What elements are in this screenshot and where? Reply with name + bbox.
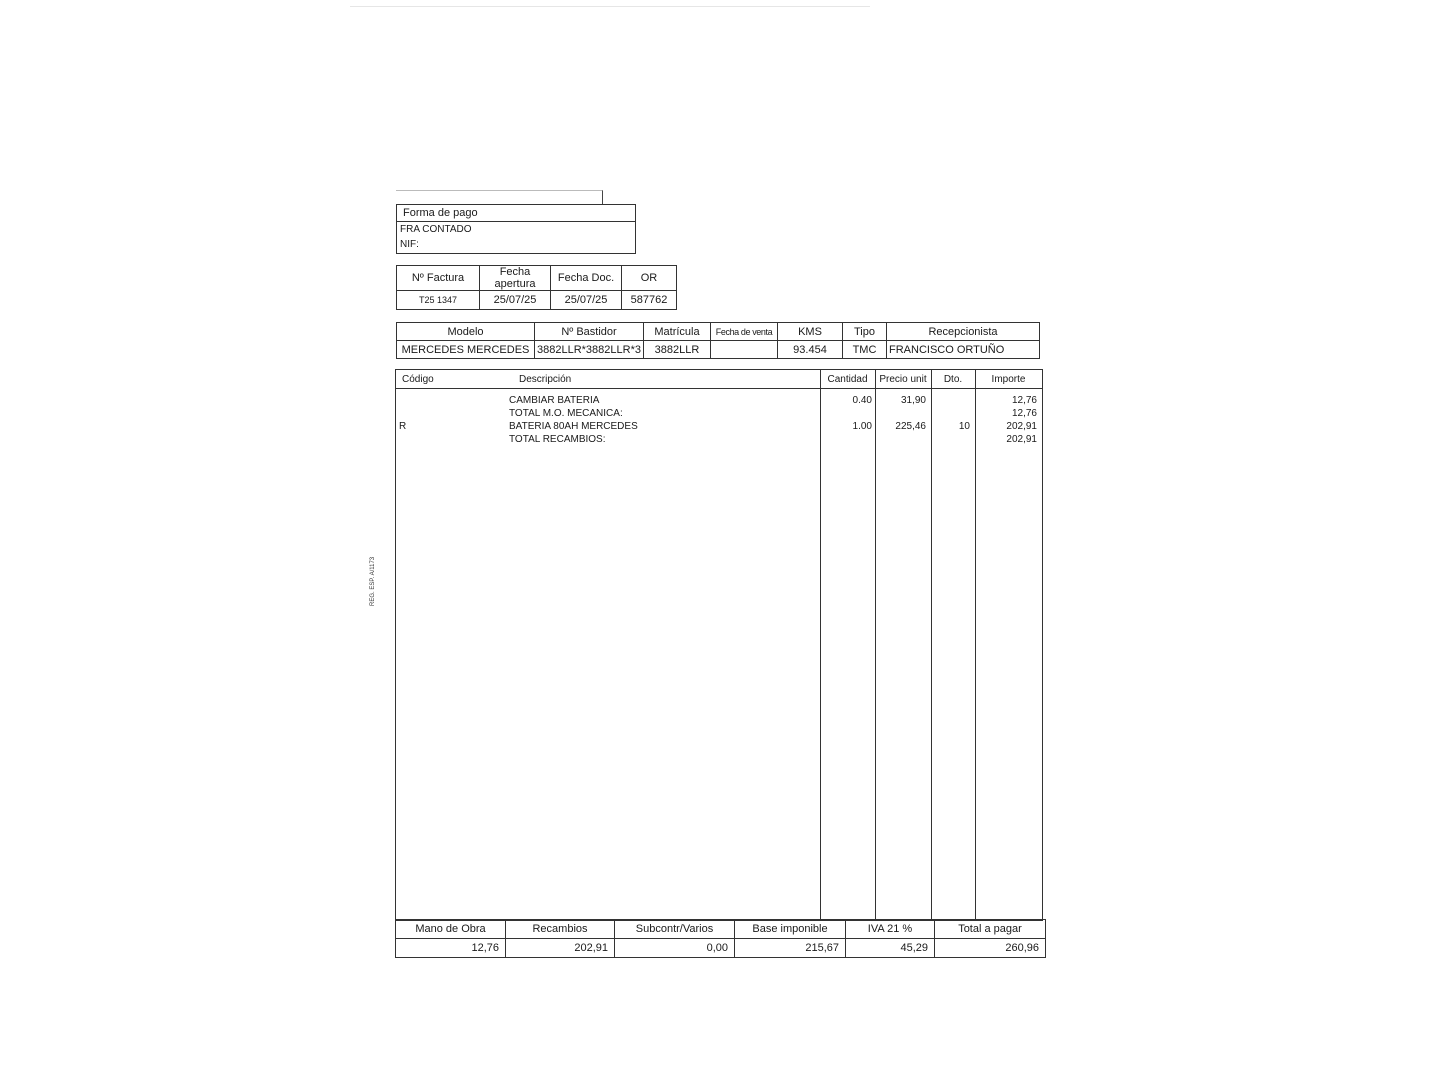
model-header: Modelo [397,323,535,341]
item-description: TOTAL M.O. MECANICA: [509,408,623,419]
payment-header: Forma de pago [397,205,635,222]
type-value: TMC [843,341,887,359]
col-divider [975,370,976,920]
parts-value: 202,91 [506,939,615,958]
item-discount: 10 [958,421,970,432]
top-scan-edge [350,6,870,7]
labor-header: Mano de Obra [396,920,506,939]
item-description: CAMBIAR BATERIA [509,395,600,406]
registry-side-text [360,552,380,612]
tax-base-value: 215,67 [735,939,846,958]
amount-header: Importe [991,374,1026,385]
item-unit-price: 225,46 [895,421,926,432]
col-divider [820,370,821,920]
item-amount: 12,76 [1011,408,1037,419]
parts-header: Recambios [506,920,615,939]
quantity-header: Cantidad [827,374,868,385]
subcontract-header: Subcontr/Varios [615,920,735,939]
code-header: Código [402,374,434,385]
or-header: OR [622,266,677,291]
kms-header: KMS [778,323,843,341]
totals-table [395,919,1046,958]
plate-header: Matrícula [644,323,711,341]
labor-value: 12,76 [396,939,506,958]
chassis-value: 3882LLR*3882LLR*3 [535,341,644,359]
plate-value: 3882LLR [644,341,711,359]
clipped-header-box [396,190,603,205]
invoice-number-header: Nº Factura [397,266,480,291]
table-row [396,433,1042,446]
total-value: 260,96 [935,939,1046,958]
invoice-number: T25 1347 [397,291,480,310]
items-table [395,369,1043,921]
nif-label: NIF: [400,239,419,250]
receptionist-header: Recepcionista [887,323,1040,341]
doc-date-header: Fecha Doc. [551,266,622,291]
item-quantity: 1.00 [852,421,872,432]
col-divider [875,370,876,920]
description-header: Descripción [519,374,572,385]
discount-header: Dto. [943,374,963,385]
payment-box [396,204,636,254]
vat-value: 45,29 [846,939,935,958]
col-divider [931,370,932,920]
registry-text: REG. ESP. A/1173 [370,556,376,606]
doc-date: 25/07/25 [551,291,622,310]
item-amount: 202,91 [1006,421,1037,432]
chassis-header: Nº Bastidor [535,323,644,341]
table-row [396,420,1042,433]
opening-date: 25/07/25 [480,291,551,310]
sale-date-value [711,341,778,359]
vat-header: IVA 21 % [846,920,935,939]
type-header: Tipo [843,323,887,341]
kms-value: 93.454 [778,341,843,359]
total-header: Total a pagar [935,920,1046,939]
items-header-divider [396,388,1042,389]
item-description: TOTAL RECAMBIOS: [509,434,606,445]
table-row [396,407,1042,420]
table-row [396,394,1042,407]
subcontract-value: 0,00 [615,939,735,958]
item-unit-price: 31,90 [900,395,926,406]
item-description: BATERIA 80AH MERCEDES [509,421,638,432]
item-quantity: 0.40 [852,395,872,406]
opening-date-header: Fecha apertura [480,266,551,291]
item-amount: 202,91 [1006,434,1037,445]
vehicle-table [396,322,1040,359]
tax-base-header: Base imponible [735,920,846,939]
item-amount: 12,76 [1011,395,1037,406]
receptionist-value: FRANCISCO ORTUÑO [887,341,1040,359]
unit-price-header: Precio unit [879,374,927,385]
sale-date-header: Fecha de venta [711,323,778,341]
model-value: MERCEDES MERCEDES [397,341,535,359]
invoice-table [396,265,677,310]
item-code: R [399,421,407,432]
or-number: 587762 [622,291,677,310]
payment-method: FRA CONTADO [400,224,472,235]
